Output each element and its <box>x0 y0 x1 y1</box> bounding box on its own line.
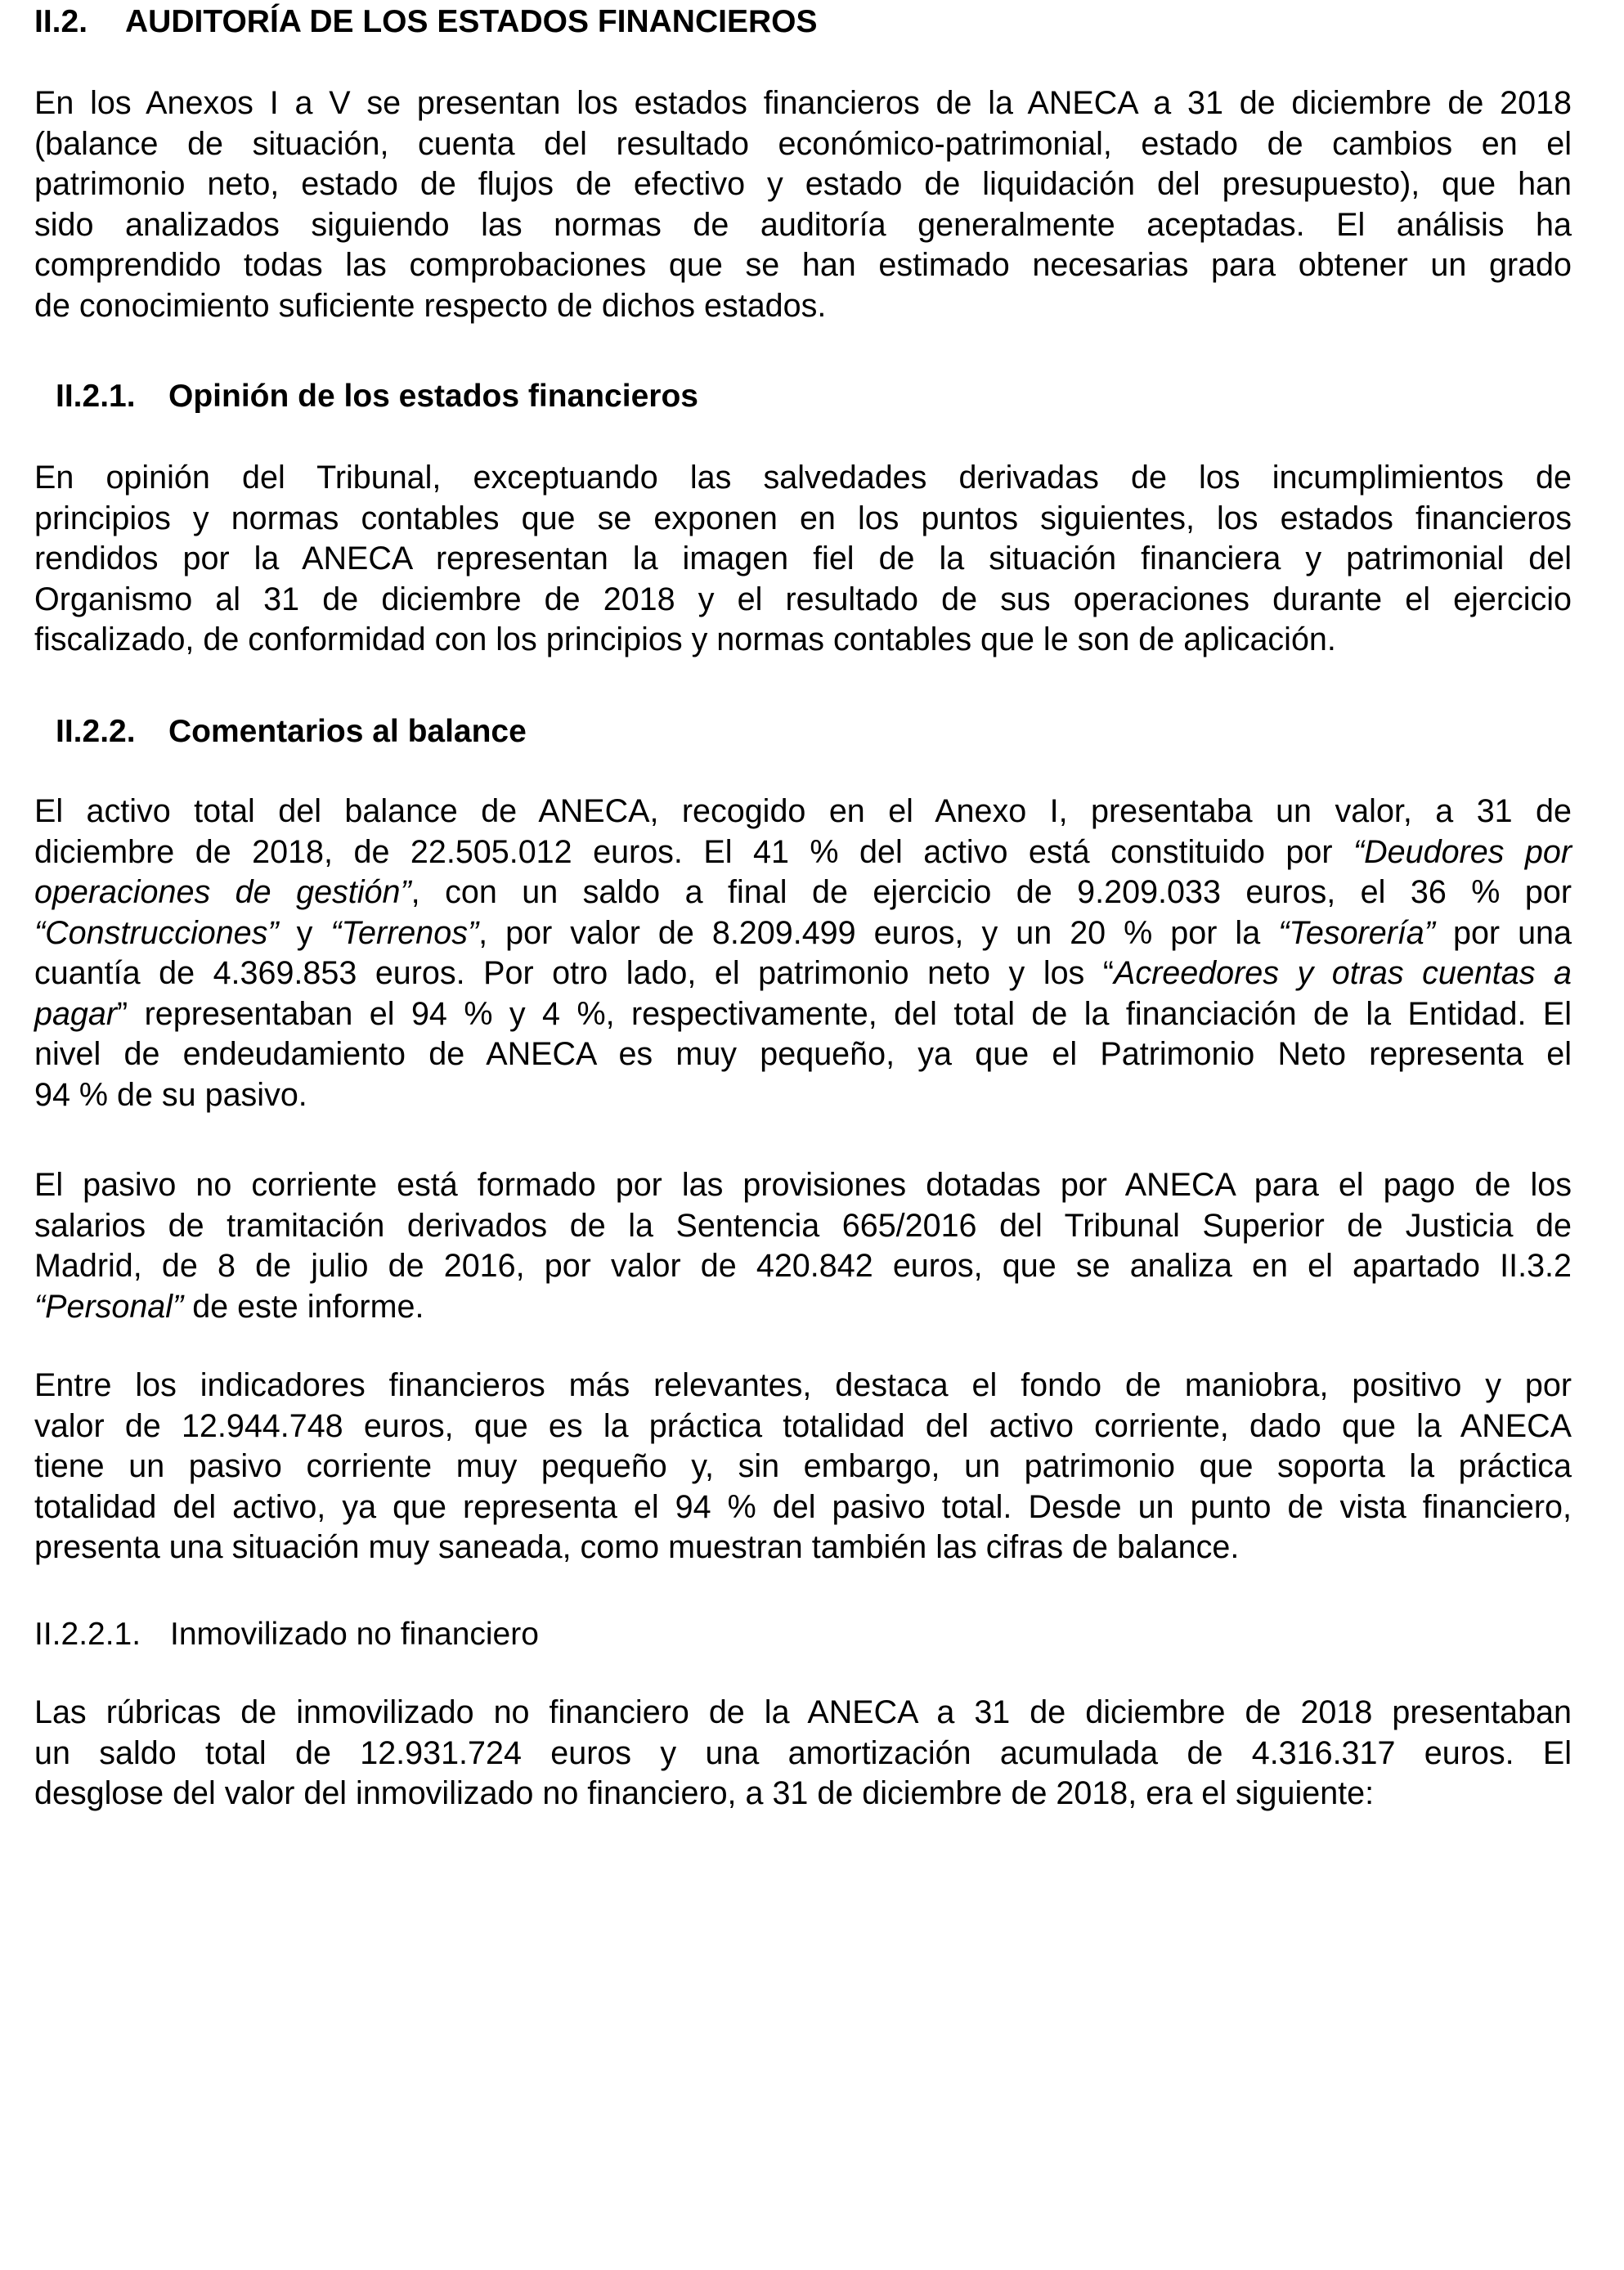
text-line: Entre los indicadores financieros más relevantes, destaca el fondo de maniobra, positivo y por <box>34 1367 1572 1403</box>
text-line <box>34 832 1572 873</box>
subsection-heading-balance <box>56 713 527 751</box>
section-title: AUDITORÍA DE LOS ESTADOS FINANCIEROS <box>125 4 818 39</box>
text-line: El activo total del balance de ANECA, recogido en el Anexo I, presentaba un valor, a 31 de <box>34 793 1572 829</box>
italic-run: “Terrenos” <box>330 914 479 951</box>
subsection-title: Comentarios al balance <box>168 714 527 749</box>
text-line: valor de 12.944.748 euros, que es la práctica totalidad del activo corriente, dado que la ANECA <box>34 1407 1572 1444</box>
text-line: sido analizados siguiendo las normas de auditoría generalmente aceptadas. El análisis ha <box>34 206 1572 243</box>
section-heading <box>34 3 818 42</box>
text-run: de este informe. <box>183 1288 424 1325</box>
text-run: , por valor de 8.209.499 euros, y un 20 % por la <box>478 914 1279 951</box>
text-line: desglose del valor del inmovilizado no financiero, a 31 de diciembre de 2018, era el siguiente: <box>34 1775 1375 1811</box>
italic-run: “Construcciones” <box>34 914 279 951</box>
text-line: Las rúbricas de inmovilizado no financiero de la ANECA a 31 de diciembre de 2018 presentaban <box>34 1694 1572 1730</box>
italic-run: pagar <box>34 995 118 1032</box>
text-line: fiscalizado, de conformidad con los principios y normas contables que le son de aplicación. <box>34 621 1336 657</box>
text-line <box>34 1287 1572 1328</box>
subsection-title: Opinión de los estados financieros <box>168 379 698 414</box>
text-line <box>34 873 1572 913</box>
text-run: , con un saldo a final de ejercicio de 9.209.033 euros, el 36 % por <box>410 874 1572 910</box>
text-line: presenta una situación muy saneada, como muestran también las cifras de balance. <box>34 1529 1240 1565</box>
text-line: patrimonio neto, estado de flujos de efectivo y estado de liquidación del presupuesto), que han <box>34 166 1572 202</box>
text-line: (balance de situación, cuenta del resultado económico-patrimonial, estado de cambios en el <box>34 125 1572 162</box>
text-line: principios y normas contables que se exponen en los puntos siguientes, los estados financieros <box>34 500 1572 536</box>
text-run: y <box>278 914 331 951</box>
text-line: rendidos por la ANECA representan la imagen fiel de la situación financiera y patrimonial del <box>34 541 1572 576</box>
text-line <box>34 994 1572 1035</box>
subsection-number: II.2.2. <box>56 714 136 749</box>
text-line: un saldo total de 12.931.724 euros y una amortización acumulada de 4.316.317 euros. El <box>34 1734 1572 1771</box>
text-line: nivel de endeudamiento de ANECA es muy pequeño, ya que el Patrimonio Neto representa el <box>34 1036 1572 1072</box>
text-line: comprendido todas las comprobaciones que se han estimado necesarias para obtener un grado <box>34 247 1572 283</box>
italic-run: operaciones de gestión” <box>34 874 411 910</box>
subsection-number: II.2.2.1. <box>34 1617 141 1652</box>
text-line: tiene un pasivo corriente muy pequeño y, sin embargo, un patrimonio que soporta la práctica <box>34 1448 1572 1484</box>
text-line: En opinión del Tribunal, exceptuando las salvedades derivadas de los incumplimientos de <box>34 460 1572 496</box>
text-line: salarios de tramitación derivados de la Sentencia 665/2016 del Tribunal Superior de Justicia de <box>34 1207 1572 1244</box>
text-line: totalidad del activo, ya que representa el 94 % del pasivo total. Desde un punto de vista financiero, <box>34 1488 1572 1525</box>
text-run: diciembre de 2018, de 22.505.012 euros. El 41 % del activo está constituido por <box>34 833 1353 870</box>
italic-run: “Personal” <box>34 1288 184 1325</box>
intro-paragraph <box>34 83 1572 326</box>
balance-paragraph-1 <box>34 792 1572 1115</box>
text-run: cuantía de 4.369.853 euros. Por otro lado, el patrimonio neto y los “ <box>34 955 1114 991</box>
italic-run: “Tesorería” <box>1278 914 1435 951</box>
text-line: Organismo al 31 de diciembre de 2018 y el resultado de sus operaciones durante el ejercicio <box>34 581 1572 617</box>
section-number: II.2. <box>34 4 88 39</box>
text-line <box>34 953 1572 994</box>
subsection-title: Inmovilizado no financiero <box>170 1617 539 1652</box>
text-line: El pasivo no corriente está formado por las provisiones dotadas por ANECA para el pago de los <box>34 1167 1572 1203</box>
text-line: En los Anexos I a V se presentan los estados financieros de la ANECA a 31 de diciembre de 2018 <box>34 85 1572 121</box>
subsection-heading-opinion <box>56 378 698 416</box>
text-line: de conocimiento suficiente respecto de dichos estados. <box>34 287 827 324</box>
balance-paragraph-3 <box>34 1366 1572 1568</box>
italic-run: “Deudores por <box>1353 833 1572 870</box>
text-line: 94 % de su pasivo. <box>34 1076 307 1113</box>
text-run: ” representaban el 94 % y 4 %, respectivamente, del total de la financiación de la Entidad. El <box>117 995 1572 1032</box>
text-line <box>34 913 1572 954</box>
balance-paragraph-2 <box>34 1165 1572 1327</box>
text-run: por una <box>1434 914 1572 951</box>
text-line: Madrid, de 8 de julio de 2016, por valor de 420.842 euros, que se analiza en el apartado II.3.2 <box>34 1248 1572 1284</box>
subsection-heading-inmovilizado <box>34 1616 539 1654</box>
italic-run: Acreedores y otras cuentas a <box>1114 955 1572 991</box>
inmovilizado-paragraph <box>34 1693 1572 1815</box>
opinion-paragraph <box>34 458 1572 661</box>
subsection-number: II.2.1. <box>56 379 136 414</box>
